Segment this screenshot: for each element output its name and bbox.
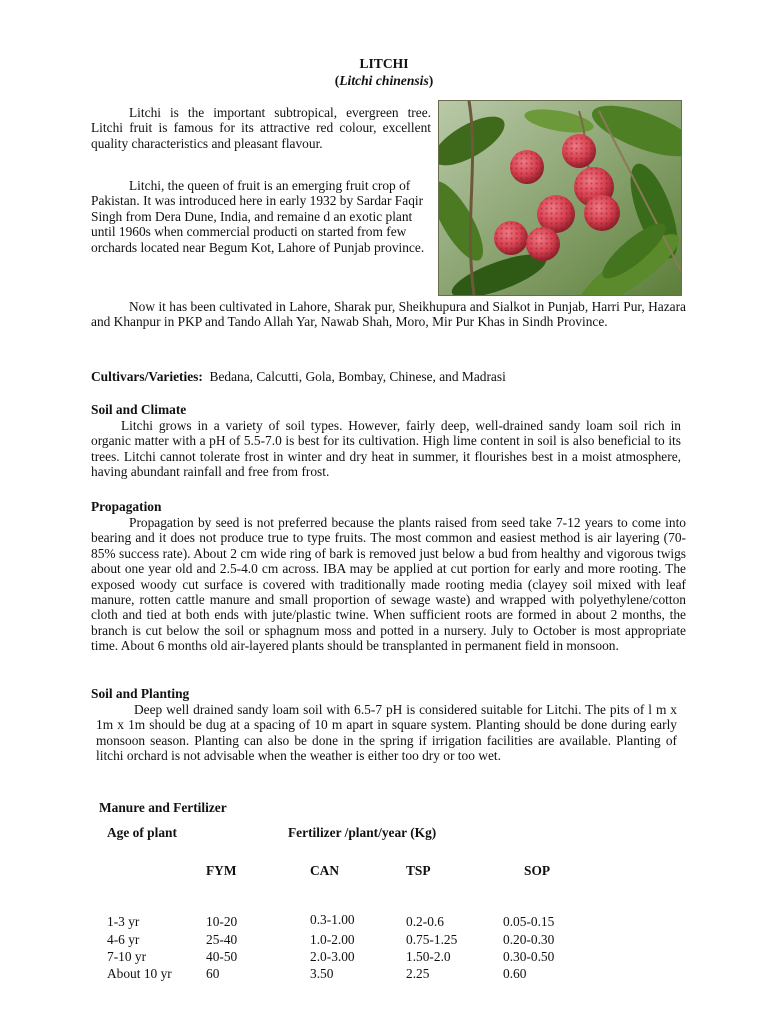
age-cell: 4-6 yr (107, 932, 140, 947)
intro-paragraph-1: Litchi is the important subtropical, evergreen tree. Litchi fruit is famous for its attractive red colour, excellent quality characteristics and pleasant flavour. (91, 105, 431, 151)
page-subtitle (0, 73, 768, 88)
column-header: FYM (206, 863, 237, 878)
sop-cell: 0.30-0.50 (503, 949, 555, 964)
subtitle-close: ) (428, 73, 434, 88)
soil-climate-block (91, 418, 681, 480)
fym-cell: 60 (206, 966, 220, 981)
distribution-block (91, 299, 686, 330)
soil-climate-text: Litchi grows in a variety of soil types. However, fairly deep, well-drained sandy loam soil rich in organic matter with a pH of 5.5-7.0 is best for its cultivation. High lime content in soil is also beneficial to its trees. Litchi cannot tolerate frost in winter and dry heat in summer, it flourishes best in a moist atmosphere, having abundant rainfall and free from frost. (91, 418, 681, 480)
scientific-name: Litchi chinensis (339, 73, 429, 88)
subtitle-open: ( (334, 73, 340, 88)
can-cell: 2.0-3.00 (310, 949, 355, 964)
intro-paragraph-2: Litchi, the queen of fruit is an emerging fruit crop of Pakistan. It was introduced here in early 1932 by Sardar Faqir Singh from Dera Dune, India, and remaine d an exotic plant until 1960s when commercial producti on started from few orchards located near Begum Kot, Lahore of Punjab province. (91, 178, 425, 255)
sop-cell: 0.60 (503, 966, 527, 981)
can-cell: 1.0-2.00 (310, 932, 355, 947)
can-cell: 0.3-1.00 (310, 912, 355, 927)
can-cell: 3.50 (310, 966, 334, 981)
sop-cell: 0.05-0.15 (503, 914, 555, 929)
distribution-paragraph: Now it has been cultivated in Lahore, Sharak pur, Sheikhupura and Sialkot in Punjab, Harri Pur, Hazara and Khanpur in PKP and Tando Allah Yar, Nawab Shah, Moro, Mir Pur Khas in Sindh Province. (91, 299, 686, 330)
intro-block-2 (91, 178, 431, 255)
sop-cell: 0.20-0.30 (503, 932, 555, 947)
age-of-plant-label: Age of plant (107, 825, 177, 840)
age-cell: 1-3 yr (107, 914, 140, 929)
soil-planting-text: Deep well drained sandy loam soil with 6.5-7 pH is considered suitable for Litchi. The pits of l m x 1m x 1m should be dug at a spacing of 10 m apart in square system. Planting should be done during early monsoon season. Planting can also be done in the spring if irrigation facilities are available. Planting of litchi orchard is not advisable when the weather is either too dry or too wet. (96, 702, 677, 764)
page-title: LITCHI (359, 56, 409, 71)
fym-cell: 25-40 (206, 932, 238, 947)
intro-block (91, 105, 431, 151)
soil-planting-heading: Soil and Planting (91, 686, 190, 701)
manure-heading: Manure and Fertilizer (99, 800, 227, 815)
cultivars-line (91, 369, 686, 384)
tsp-cell: 0.75-1.25 (406, 932, 458, 947)
propagation-block (91, 515, 686, 654)
cultivars-label: Cultivars/Varieties: (91, 369, 203, 384)
soil-climate-heading: Soil and Climate (91, 402, 187, 417)
column-header: SOP (524, 863, 551, 878)
fym-cell: 40-50 (206, 949, 238, 964)
cultivars-text: Bedana, Calcutti, Gola, Bombay, Chinese, and Madrasi (209, 369, 506, 384)
propagation-heading: Propagation (91, 499, 162, 514)
litchi-fruit-image (438, 100, 682, 296)
tsp-cell: 2.25 (406, 966, 430, 981)
tsp-cell: 1.50-2.0 (406, 949, 451, 964)
column-header: TSP (406, 863, 431, 878)
age-cell: 7-10 yr (107, 949, 147, 964)
tsp-cell: 0.2-0.6 (406, 914, 444, 929)
soil-planting-block (96, 702, 677, 764)
fym-cell: 10-20 (206, 914, 238, 929)
column-header: CAN (310, 863, 340, 878)
fertilizer-label: Fertilizer /plant/year (Kg) (288, 825, 437, 840)
propagation-text: Propagation by seed is not preferred because the plants raised from seed take 7-12 years to come into bearing and it does not produce true to type fruits. The most common and easiest method is air layering (70-85% success rate). About 2 cm wide ring of bark is removed just below a bud from healthy and vigorous twigs about one year old and 2.5-4.0 cm across. IBA may be applied at cut portion for early and more rooting. The exposed woody cut surface is covered with traditionally made rooting media (clayey soil mixed with leaf manure, rotten cattle manure and small proportion of sewage waste) and wrapped with polyethylene/cotton cloth and tied at both ends with jute/plastic twine. When sufficient roots are formed in about 2 months, the branch is cut below the soil or sphagnum moss and potted in a nursery. July to October is most appropriate time. About 6 months old air-layered plants should be transplanted in permanent field in monsoon. (91, 515, 686, 654)
litchi-fruit-illustration (439, 101, 681, 295)
age-cell: About 10 yr (107, 966, 172, 981)
